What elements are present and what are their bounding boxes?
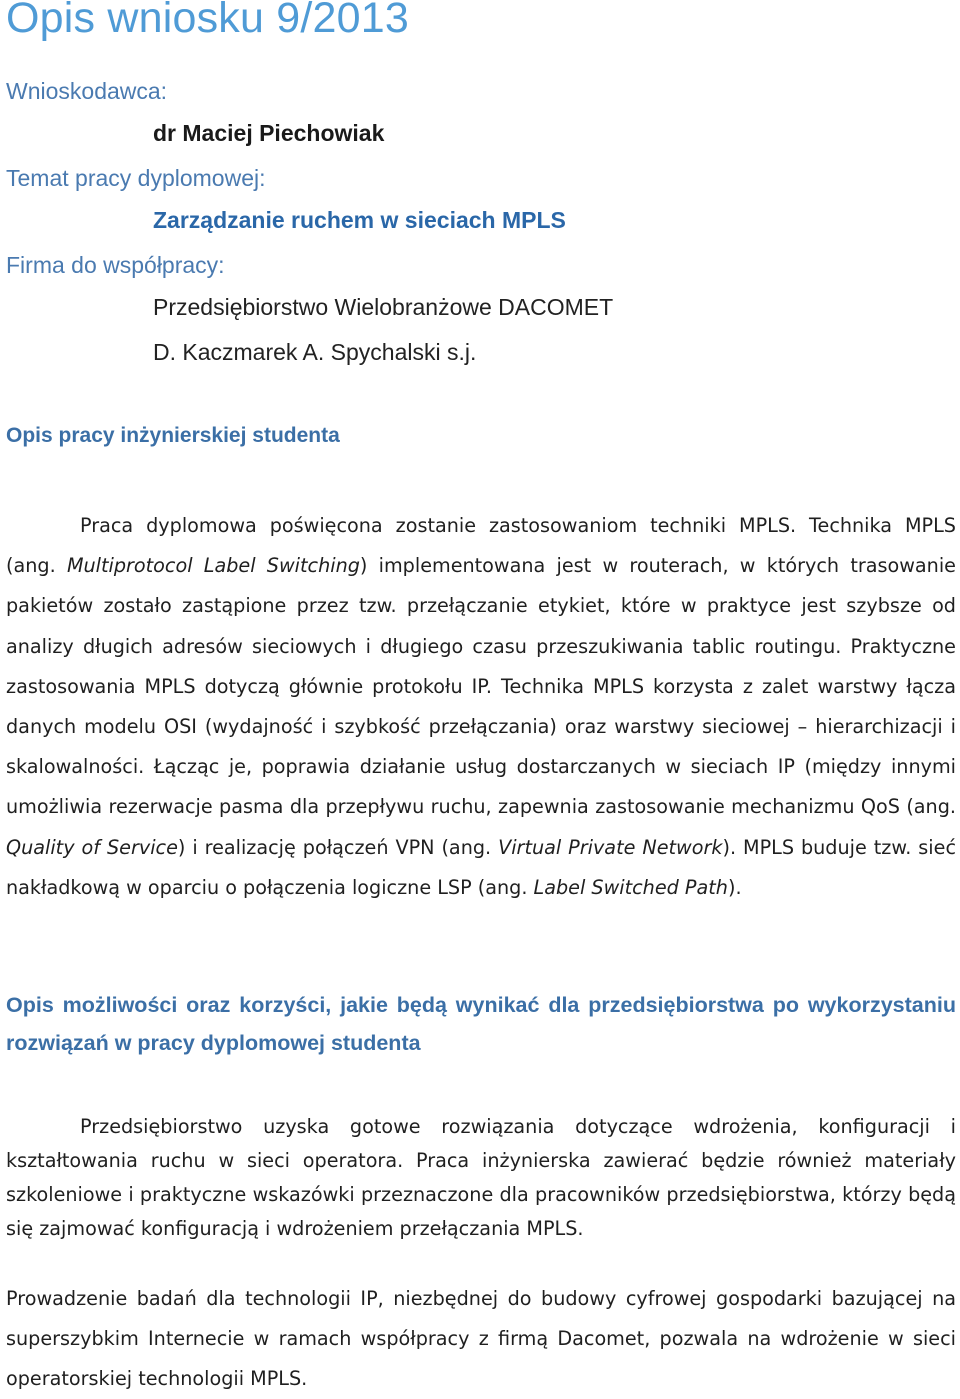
paragraph-text: ) implementowana jest w routerach, w których trasowanie pakietów zostało zastąpione przez tzw. przełączanie etykiet, które w praktyce jest szybsze od analizy długich adresów sieciowych i długiego czasu przeszukiwania tablic routingu. Praktyczne zastosowania MPLS dotyczą głównie protokołu IP. Technika MPLS korzysta z zalet warstwy łącza danych modelu OSI (wydajność i szybkość przełączania) oraz warstwy sieciowej – hierarchizacji i skalowalności. Łącząc je, poprawia działanie usług dostarczanych w sieciach IP (między innymi umożliwia rezerwacje pasma dla przepływu ruchu, zapewnia zastosowanie mechanizmu QoS (ang.: [6, 554, 956, 819]
firm-label: Firma do współpracy:: [6, 252, 225, 278]
topic-label: Temat pracy dyplomowej:: [6, 165, 266, 191]
paragraph-text: ).: [727, 875, 742, 899]
section-heading-student-work: Opis pracy inżynierskiej studenta: [6, 424, 340, 447]
section-heading-benefits: Opis możliwości oraz korzyści, jakie będą wynikać dla przedsiębiorstwa po wykorzystaniu rozwiązań w pracy dyplomowej studenta: [6, 993, 956, 1055]
student-work-paragraph: [6, 506, 956, 908]
topic-value: Zarządzanie ruchem w sieciach MPLS: [153, 207, 566, 233]
paragraph-text: Praca dyplomowa poświęcona zostanie zastosowaniom techniki MPLS. Technika MPLS (ang.: [6, 514, 956, 578]
italic-term: Virtual Private Network: [498, 835, 723, 859]
firm-name-line2: D. Kaczmarek A. Spychalski s.j.: [153, 339, 477, 365]
firm-name-line1: Przedsiębiorstwo Wielobranżowe DACOMET: [153, 294, 614, 320]
benefits-paragraph-2: Prowadzenie badań dla technologii IP, niezbędnej do budowy cyfrowej gospodarki bazującej na superszybkim Internecie w ramach współpracy z firmą Dacomet, pozwala na wdrożenie w sieci operatorskiej technologii MPLS.: [6, 1287, 956, 1390]
applicant-value: dr Maciej Piechowiak: [153, 120, 385, 146]
italic-term: Multiprotocol Label Switching: [66, 554, 360, 578]
benefits-paragraph-1: Przedsiębiorstwo uzyska gotowe rozwiązania dotyczące wdrożenia, konfiguracji i kształtowania ruchu w sieci operatora. Praca inżynierska zawierać będzie również materiały szkoleniowe i praktyczne wskazówki przeznaczone dla pracowników przedsiębiorstwa, którzy będą się zajmować konfiguracją i wdrożeniem przełączania MPLS.: [6, 1115, 956, 1240]
document-title: Opis wniosku 9/2013: [6, 0, 409, 42]
italic-term: Label Switched Path: [533, 875, 728, 899]
paragraph-text: ). MPLS buduje tzw. sieć nakładkową w oparciu o połączenia logiczne LSP (ang.: [6, 835, 956, 899]
applicant-label: Wnioskodawca:: [6, 78, 168, 104]
italic-term: Quality of Service: [6, 835, 178, 859]
paragraph-text: ) i realizację połączeń VPN (ang.: [177, 835, 499, 859]
